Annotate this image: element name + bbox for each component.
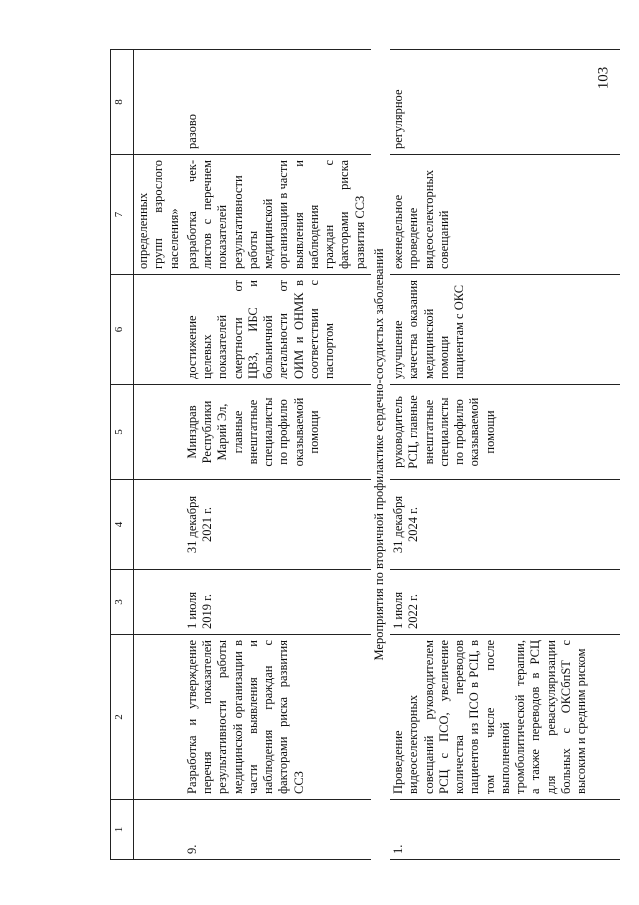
frequency-cell: разово [184,50,371,155]
result-cell: улучшение качества оказания медицинской помощи пациентам с ОКС [390,275,620,385]
column-number: 8 [111,50,134,155]
document-sheet [110,50,630,860]
column-number: 1 [111,800,134,860]
column-number: 6 [111,275,134,385]
activity-cell: Проведение видеоселекторных совещаний руководителем РСЦ с ПСО, увеличение количества переводов пациентов из ПСО в РСЦ, в том числе после выполненной тромболитической терапии, а также переводов в РСЦ для реваскуляризации больных с ОКСбпST с высоким и средним риском [390,635,620,800]
responsible-cell: руководитель РСЦ, главные внештатные специалисты по профилю оказываемой помощи [390,385,620,480]
section-title: Мероприятия по вторичной профилактике сердечно-сосудистых заболеваний [371,248,386,661]
plan-table [110,49,620,860]
activity-cell: Разработка и утверждение перечня показателей результативности работы медицинской организации в части выявления и наблюдения граждан с факторами риска развития ССЗ [184,635,371,800]
row-number: 9. [184,800,371,860]
column-number: 7 [111,155,134,275]
start-date-cell: 1 июля 2019 г. [184,570,371,635]
column-number-row [111,50,134,860]
table-row [390,50,620,860]
control-cell: разработка чек-листов с перечнем показателей результативности работы медицинской организации в части выявления и наблюдения граждан с факторами риска развития ССЗ [184,155,371,275]
end-date-cell: 31 декабря 2021 г. [184,480,371,570]
column-number: 5 [111,385,134,480]
section-header-row [371,50,390,860]
column-number: 3 [111,570,134,635]
table-row [134,50,184,860]
start-date-cell: 1 июля 2022 г. [390,570,620,635]
continuation-control-cell: определенных групп взрослого населения» [134,155,184,275]
frequency-cell: регулярное [390,50,620,155]
column-number: 2 [111,635,134,800]
end-date-cell: 31 декабря 2024 г. [390,480,620,570]
control-cell: еженедельное проведение видеоселекторных совещаний [390,155,620,275]
result-cell: достижение целевых показателей смертности от ЦВЗ, ИБС и больничной летальности от ОИМ и ОНМК в соответствии с паспортом [184,275,371,385]
row-number: 1. [390,800,620,860]
responsible-cell: Минздрав Республики Марий Эл, главные внештатные специалисты по профилю оказываемой помощи [184,385,371,480]
column-number: 4 [111,480,134,570]
page-number: 103 [595,66,612,90]
table-row [184,50,371,860]
